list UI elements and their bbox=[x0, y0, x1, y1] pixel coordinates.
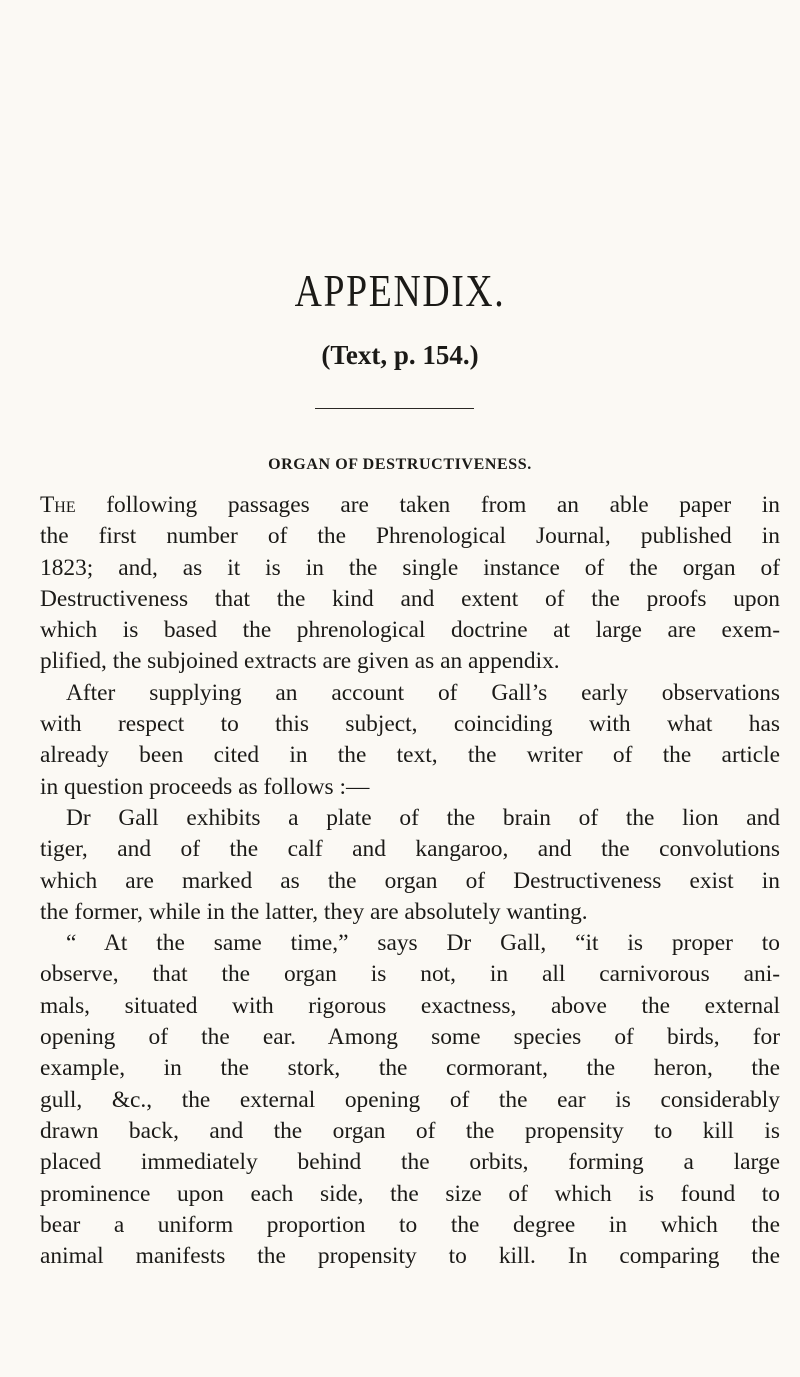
text-line: After supplying an account of Gall’s early observations bbox=[66, 679, 780, 706]
text-line: gull, &c., the external opening of the ear is considerably bbox=[40, 1086, 780, 1113]
text-line: the first number of the Phrenological Journal, published in bbox=[40, 523, 780, 550]
text-line: opening of the ear. Among some species of birds, for bbox=[40, 1024, 780, 1051]
text-line: “ At the same time,” says Dr Gall, “it is proper to bbox=[66, 930, 780, 957]
page-title: APPENDIX. bbox=[294, 265, 506, 316]
text-line: bear a uniform proportion to the degree in which the bbox=[40, 1211, 780, 1238]
text-line: with respect to this subject, coinciding with what has bbox=[40, 711, 780, 738]
text-line: example, in the stork, the cormorant, the heron, the bbox=[40, 1055, 780, 1082]
text-line: Destructiveness that the kind and extent of the proofs upon bbox=[40, 585, 780, 612]
text-line: tiger, and of the calf and kangaroo, and the convolutions bbox=[40, 836, 780, 863]
body-text bbox=[40, 490, 780, 1272]
text-line: which is based the phrenological doctrine at large are exem- bbox=[40, 617, 780, 644]
text-line: in question proceeds as follows :— bbox=[40, 773, 370, 800]
text-line: animal manifests the propensity to kill. In comparing the bbox=[40, 1243, 780, 1270]
text-line bbox=[40, 490, 780, 521]
text-line: drawn back, and the organ of the propensity to kill is bbox=[40, 1117, 780, 1144]
text-line: 1823; and, as it is in the single instance of the organ of bbox=[40, 554, 780, 581]
text-line: observe, that the organ is not, in all carnivorous ani- bbox=[40, 961, 780, 988]
text-line: prominence upon each side, the size of which is found to bbox=[40, 1180, 780, 1207]
text-line: Dr Gall exhibits a plate of the brain of the lion and bbox=[66, 804, 780, 831]
section-heading: ORGAN OF DESTRUCTIVENESS. bbox=[268, 456, 532, 473]
text-line: which are marked as the organ of Destructiveness exist in bbox=[40, 867, 780, 894]
text-line: placed immediately behind the orbits, forming a large bbox=[40, 1149, 780, 1176]
text-line: plified, the subjoined extracts are given as an appendix. bbox=[40, 648, 560, 675]
lead-word: The bbox=[40, 492, 76, 518]
text-line: the former, while in the latter, they are absolutely wanting. bbox=[40, 898, 588, 925]
divider-rule bbox=[315, 408, 474, 409]
text-line: mals, situated with rigorous exactness, above the external bbox=[40, 992, 780, 1019]
page-subtitle: (Text, p. 154.) bbox=[321, 340, 479, 370]
text-line: already been cited in the text, the writer of the article bbox=[40, 742, 780, 769]
line-text: following passages are taken from an able paper in bbox=[75, 492, 780, 518]
